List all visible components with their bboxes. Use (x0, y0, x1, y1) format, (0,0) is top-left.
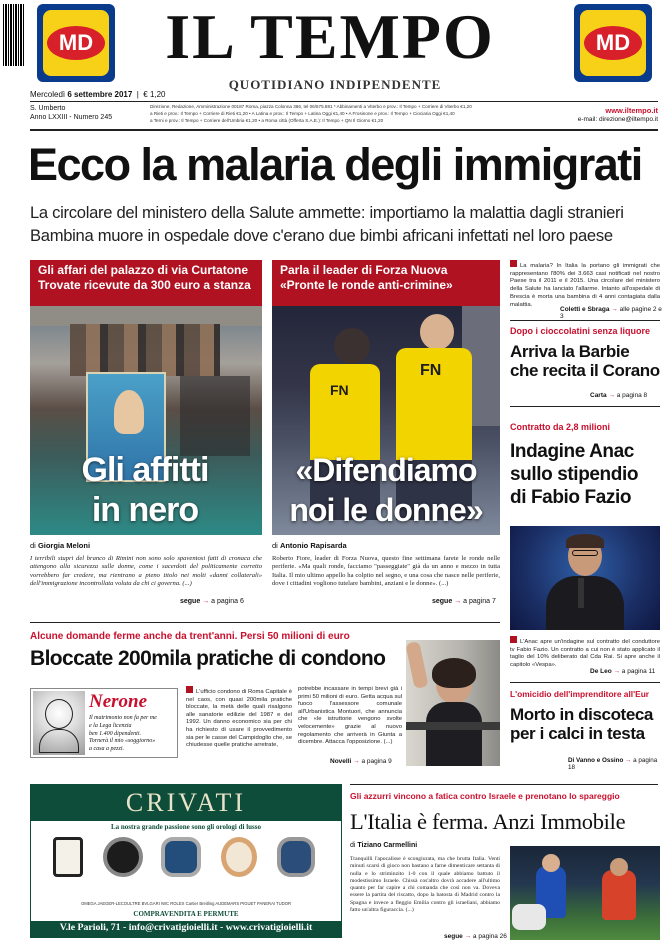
story1-kicker: Gli affari del palazzo di via Curtatone Trovate ricevute da 300 euro a stanza (30, 260, 262, 306)
watch-3 (161, 837, 201, 877)
watch-5 (277, 837, 315, 877)
condono-ref[interactable]: Novelli → a pagina 9 (330, 758, 392, 765)
crivati-tagline: La nostra grande passione sono gli orologi di lusso (110, 823, 261, 831)
crivati-brands: OMEGA JAEGER-LECOULTRE BVLGARI IWC ROLEX Cartier Breitling AUDEMARS PIGUET PANERAI TUDOR (80, 901, 292, 906)
watch-2 (103, 837, 143, 877)
lead-deck-1: La circolare del ministero della Salute ammette: importiamo la malattia dagli stranieri (30, 203, 624, 222)
disco-ref[interactable]: Di Vanno e Ossino → a pagina 18 (568, 757, 658, 771)
fazio-photo (510, 526, 660, 630)
disco-kicker: L'omicidio dell'imprenditore all'Eur (510, 689, 650, 699)
sport-kicker: Gli azzurri vincono a fatica contro Israele e prenotano lo spareggio (350, 791, 620, 801)
saint: S. Umberto (30, 105, 66, 112)
disco-headline: Morto in discoteca per i calci in testa (510, 705, 653, 743)
masthead-title: IL TEMPO (165, 1, 495, 72)
website[interactable]: www.iltempo.it (605, 106, 658, 115)
lead-deck-2: Bambina muore in ospedale dove c'erano due bimbi africani infettati nel loro paese (30, 226, 613, 245)
fazio-text: L'Anac apre un'indagine sul contratto del conduttore tv Fabio Fazio. Un contratto a cui non è stato applicato il taglio del 10% deliberato dal Cda Rai. Si apre anche il capitolo «Vespa». (510, 636, 660, 669)
condono-col2: potrebbe incassare in tempi brevi già i primi 50 milioni di euro. Getta acqua sul fuoco l'assessore comunale all'Urbanistica Montuori, che annuncia che «le istruttorie vengono svolte velocemente» grazie al nuovo regolamento che arriverà in Giunta a dicembre. Attacca l'opposizione. (...) (298, 686, 402, 746)
watch-1 (53, 837, 83, 877)
condono-headline: Bloccate 200mila pratiche di condono (30, 647, 386, 670)
story2-text: Roberto Fiore, leader di Forza Nuova, questo fine settimana farete le ronde nelle periferie. «Ma quali ronde, facciamo "passeggiate" già da un anno e mezzo in tutta Italia. Il mio ultimo appello ha colpito nel segno, e una cosa che nasce nelle periferie, dove i cittadini vogliono tutelare bambini, anziani e le donne». (...) (272, 555, 500, 588)
sport-byline: di Tiziano Carmellini (350, 842, 418, 849)
vest-label-1: FN (330, 382, 349, 398)
barbie-ref[interactable]: Carta → a pagina 8 (590, 392, 648, 399)
nerone-caricature (33, 691, 85, 755)
barcode (3, 4, 25, 66)
fazio-headline: Indagine Anac sullo stipendio di Fabio Fazio (510, 441, 639, 508)
crivati-brand: CRIVATI (125, 788, 247, 817)
sport-headline: L'Italia è ferma. Anzi Immobile (350, 809, 626, 834)
fazio-kicker: Contratto da 2,8 milioni (510, 422, 611, 432)
story1-photo-title: Gli affitti in nero (81, 451, 209, 529)
story1-photo (30, 306, 262, 535)
story2-photo-title: «Difendiamo noi le donne» (289, 452, 483, 528)
sport-text: Tranquilli l'apocalisse è scongiurata, ma che brutta Italia. Venti minuti scarsi di gioco non bastano a farne dimenticare settanta di nulla e lo striminzito 1-0 con il quale abbiamo battuto il modestissimo Israele. Chissà cos'altro dovrà accadere all'ultimo quanto per far capire a chi comanda che così non va. Doveva essere la partita del riscatto, dopo la batosta di Madrid contro la Spagna e invece a fleggio Emilia contro gli israeliani, abbiamo fatto un'altra figuraccia. (...) (350, 856, 500, 914)
masthead-subtitle: QUOTIDIANO INDIPENDENTE (228, 77, 442, 92)
sport-photo (510, 846, 660, 940)
nerone-verse: Il matrimonio non fa per me e la Lega licenzia ben 1.400 dipendenti. Tornerà il mio «soggiorno» a casa a pezzi. (89, 715, 157, 753)
condono-col1: L'ufficio condono di Roma Capitale è nel caos, con quasi 200mila pratiche bloccate, la metà delle quali risalgono alle sanatorie edilizie del 1987 e del 1992. Un danno economico sia per chi ha richiesto di usare il provvedimento sia per le casse del Campidoglio che, se chiudesse quelle pratiche arretrate, (186, 686, 292, 750)
sport-segue[interactable]: segue → a pagina 26 (444, 933, 507, 940)
watch-4 (221, 837, 257, 877)
crivati-ad[interactable] (30, 784, 342, 938)
nerone-box (30, 688, 178, 758)
condono-kicker: Alcune domande ferme anche da trent'anni. Persi 50 milioni di euro (30, 631, 350, 642)
story1-byline: di Giorgia Meloni (30, 541, 91, 550)
issue-number: Anno LXXIII - Numero 245 (30, 114, 113, 121)
nerone-name: Nerone (89, 691, 148, 712)
story2-kicker: Parla il leader di Forza Nuova «Pronte le ronde anti-crimine» (272, 260, 500, 306)
crivati-compravendita: COMPRAVENDITA E PERMUTE (133, 910, 239, 918)
story2-photo (272, 306, 500, 535)
barbie-headline: Arriva la Barbie che recita il Corano (510, 342, 660, 380)
date-line: Mercoledì 6 settembre 2017 | € 1,20 (30, 90, 166, 99)
crivati-address: V.le Parioli, 71 - info@crivatigioielli.it - www.crivatigioielli.it (59, 922, 313, 933)
story2-byline: di Antonio Rapisarda (272, 541, 347, 550)
vest-label-2: FN (420, 362, 442, 379)
md-logo-right: MD (574, 4, 652, 82)
sidebar-malaria-text: La malaria? In Italia la portano gli immigrati che rappresentano l'80% dei 3.663 casi notificati nel nostro Paese tra il 2011 e il 2015. Una circolare del ministero della Salute ha lanciato l'allarme. Intanto all'ospedale di Brescia è morta una bambina di 4 anni contagiata dalla malattia. (510, 260, 660, 309)
md-logo-left: MD (37, 4, 115, 82)
condono-photo (406, 640, 500, 766)
story1-text: I terribili stupri del branco di Rimini non sono solo spaventosi fatti di cronaca che attengono alla sicurezza sulle donne, come i sacerdoti del politicamente corretto vorrebbero far credere, ma rientrano a pieno titolo nei molti «danni collaterali» dell'immigrazione incontrollata voluta da chi ci governa. (...) (30, 555, 262, 588)
email[interactable]: e-mail: direzione@iltempo.it (577, 116, 658, 123)
barbie-kicker: Dopo i cioccolatini senza liquore (510, 326, 651, 336)
story2-segue[interactable]: segue → a pagina 7 (432, 598, 496, 605)
story1-segue[interactable]: segue → a pagina 6 (180, 598, 244, 605)
fazio-ref[interactable]: De Leo → a pagina 11 (590, 668, 656, 675)
info-block: Direzione, Redazione, Amministrazione 00187 Roma, piazza Colonna 366, tel 06/675.881 * Abbinamenti a Viterbo e prov.: Il Tempo + Corriere di Viterbo €1,20 a Rieti e prov.: Il Tempo + Corriere di Rieti €1,20 • A Latina e prov.: Il Tempo + Latina Oggi €1,40 • A Frosinone e prov.: Il Tempo + Ciociaria Oggi €1,40 a Terni e prov.: Il Tempo + Corriere dell'Umbria €1,20 • a Roma città (Offerta S.A.E.): Il Tempo + QN Il Giorno €1,20 (150, 104, 472, 123)
lead-headline: Ecco la malaria degli immigrati (28, 139, 642, 190)
sidebar-malaria-ref[interactable]: Coletti e Sbraga → alle pagine 2 e 3 (560, 306, 662, 320)
